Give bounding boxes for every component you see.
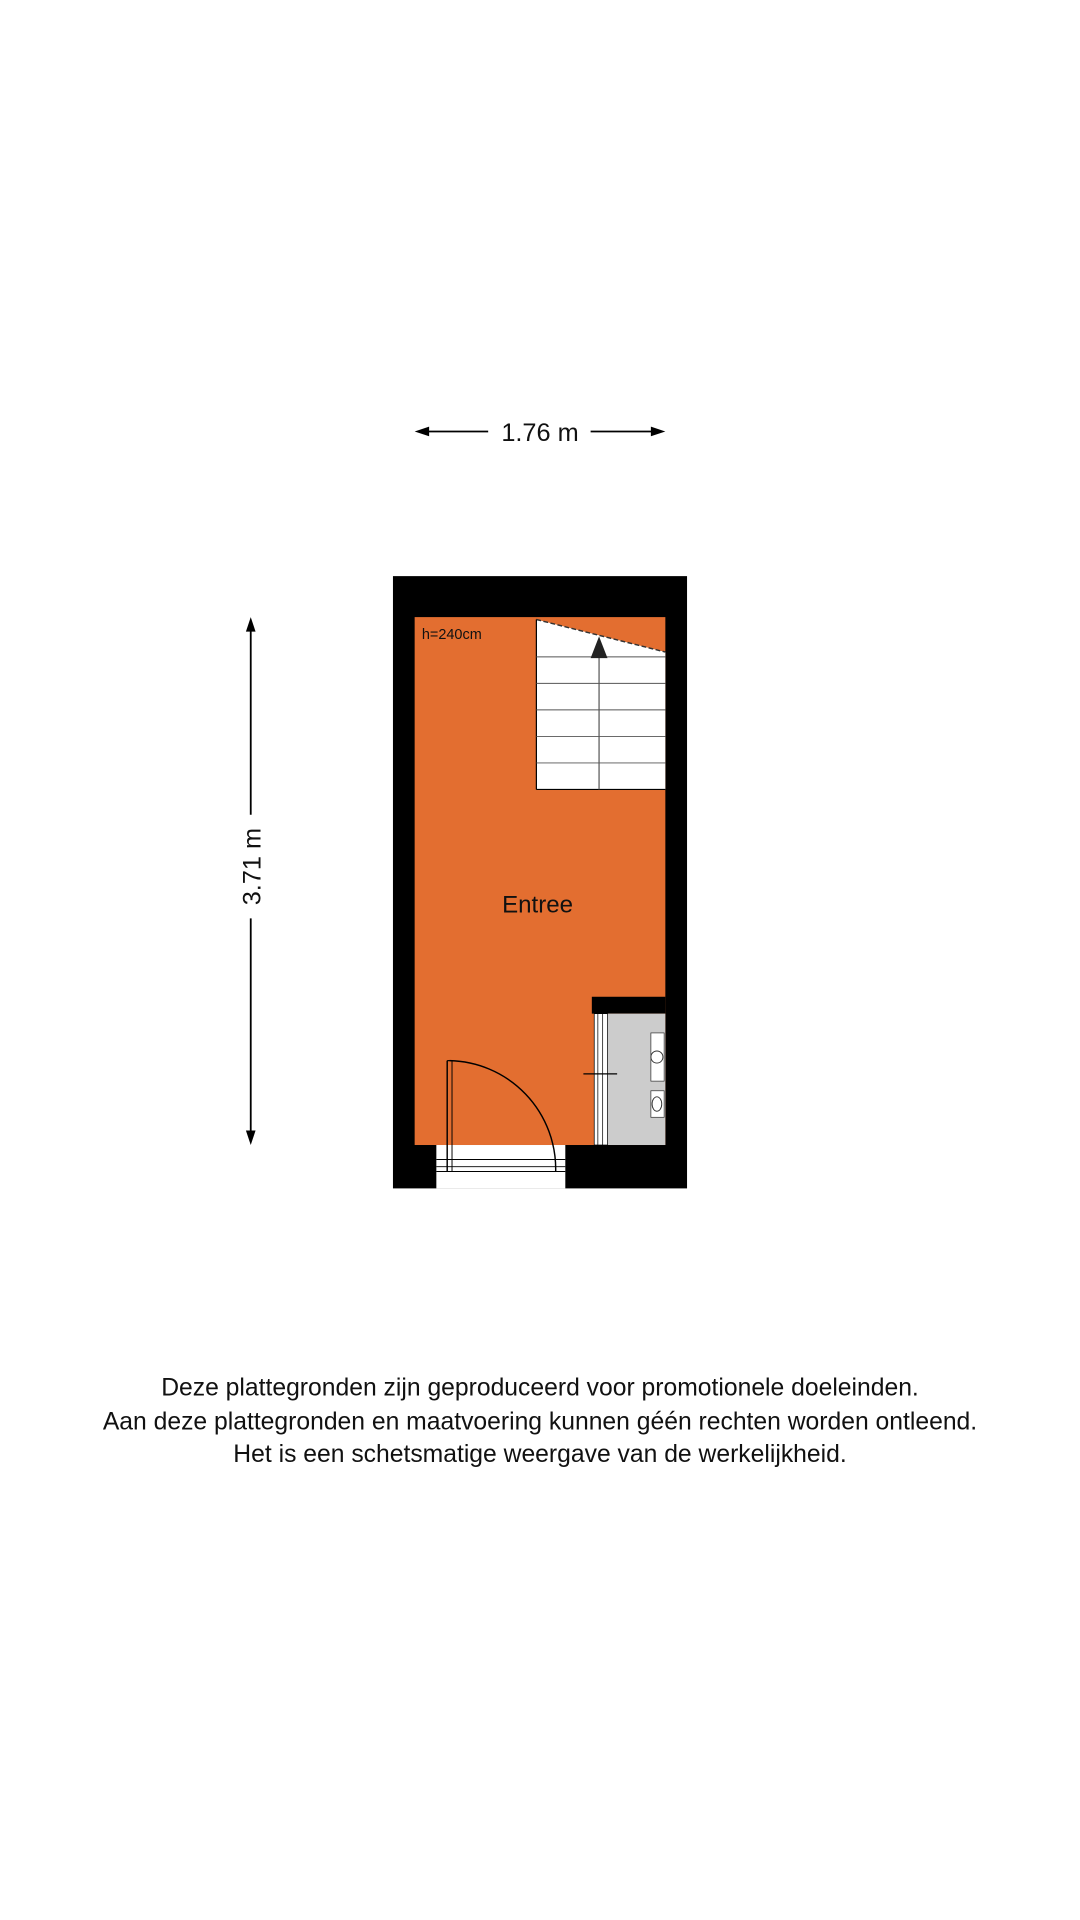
arrow-left-icon [415, 427, 429, 437]
disclaimer-line-3: Het is een schetsmatige weergave van de werkelijkheid. [233, 1440, 847, 1468]
arrow-down-icon [246, 1131, 256, 1145]
disclaimer-line-2: Aan deze plattegronden en maatvoering kunnen géén rechten worden ontleend. [102, 1408, 978, 1436]
sink-icon [651, 1033, 664, 1081]
room-name-label: Entree [502, 891, 574, 919]
ceiling-height-label: h=240cm [421, 626, 482, 643]
toilet-room [583, 997, 665, 1145]
disclaimer [103, 1375, 977, 1468]
arrow-right-icon [651, 427, 665, 437]
width-dimension [415, 419, 666, 447]
height-dimension [238, 617, 266, 1145]
height-label: 3.71 m [238, 827, 267, 906]
width-label: 1.76 m [501, 419, 579, 448]
disclaimer-line-1: Deze plattegronden zijn geproduceerd voor promotionele doeleinden. [161, 1374, 919, 1402]
arrow-up-icon [246, 617, 256, 631]
